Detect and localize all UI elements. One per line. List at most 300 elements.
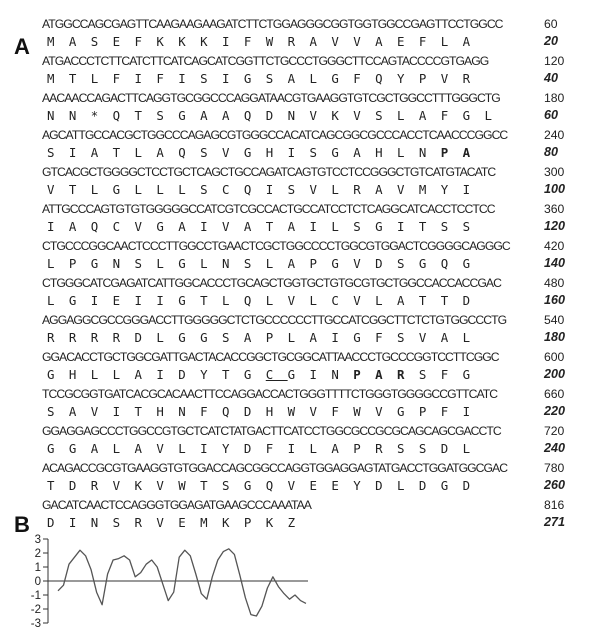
amino-acid-sequence: [47, 33, 485, 50]
residue: I: [222, 71, 244, 86]
residue: V: [287, 478, 310, 493]
residue: L: [309, 293, 332, 308]
amino-acid-position: 180: [544, 330, 566, 344]
residue: G: [178, 330, 201, 345]
sequence-block: [42, 238, 594, 275]
residue: D: [243, 441, 266, 456]
residue: S: [353, 219, 376, 234]
residue: K: [156, 34, 179, 49]
residue: F: [440, 367, 463, 382]
residue: D: [375, 478, 397, 493]
residue: I: [265, 182, 288, 197]
amino-acid-sequence: [47, 218, 485, 235]
sequence-block: [42, 423, 594, 460]
residue: I: [68, 515, 91, 530]
amino-acid-sequence: [47, 440, 485, 457]
residue: E: [112, 34, 135, 49]
residue: N: [112, 256, 135, 271]
hydropathy-plot: [0, 525, 330, 640]
sequence-block: [42, 312, 594, 349]
residue: L: [200, 256, 222, 271]
residue: D: [178, 367, 201, 382]
nucleotide-position: 300: [544, 165, 565, 179]
residue: V: [156, 478, 179, 493]
residue: V: [397, 182, 419, 197]
residue: G: [462, 367, 485, 382]
sequence-block: [42, 16, 594, 53]
residue: Q: [222, 404, 244, 419]
residue: M: [47, 34, 69, 49]
residue: V: [353, 108, 376, 123]
amino-acid-position: 160: [544, 293, 566, 307]
residue: L: [309, 71, 332, 86]
residue: P: [418, 404, 441, 419]
residue: G: [331, 256, 354, 271]
residue: L: [265, 256, 288, 271]
nucleotide-sequence: GGAGGAGCCCTGGCCGTGCTCATCTATGACTTCATCCTGGCGCCGCGCAGCAGCGACCTC: [42, 424, 501, 438]
residue: V: [440, 71, 463, 86]
residue: A: [243, 330, 266, 345]
residue: E: [309, 478, 332, 493]
y-tick-label: -1: [30, 590, 41, 602]
residue: V: [309, 182, 332, 197]
residue: R: [353, 182, 376, 197]
residue: V: [375, 404, 397, 419]
residue: N: [418, 145, 441, 160]
residue: L: [90, 71, 113, 86]
residue: G: [353, 330, 376, 345]
residue: L: [331, 182, 354, 197]
residue: P: [353, 441, 376, 456]
residue: I: [462, 182, 485, 197]
residue: A: [375, 182, 397, 197]
residue: I: [156, 367, 179, 382]
residue: K: [200, 34, 222, 49]
residue: D: [68, 478, 91, 493]
residue: Y: [353, 478, 376, 493]
residue: P: [243, 515, 266, 530]
residue: E: [178, 515, 201, 530]
amino-acid-position: 120: [544, 219, 566, 233]
residue: R: [47, 330, 69, 345]
sequence-block: [42, 53, 594, 90]
residue: Y: [440, 182, 463, 197]
residue: N: [47, 108, 69, 123]
residue: F: [112, 71, 135, 86]
residue: A: [68, 404, 91, 419]
residue: I: [331, 330, 354, 345]
residue: W: [287, 404, 310, 419]
nucleotide-position: 600: [544, 350, 565, 364]
npa-motif-residue: R: [397, 367, 419, 382]
residue: W: [178, 478, 201, 493]
residue: V: [112, 478, 135, 493]
residue: F: [353, 71, 376, 86]
residue: L: [484, 108, 507, 123]
residue: E: [112, 293, 135, 308]
nucleotide-sequence: AACAACCAGACTTCAGGTGCGGCCCAGGATAACGTGAAGGTGTCGCTGGCCTTTGGGCTG: [42, 91, 500, 105]
residue: G: [178, 293, 201, 308]
residue: Q: [375, 71, 397, 86]
residue: *: [90, 108, 113, 123]
hydropathy-trace: [58, 549, 306, 616]
residue: H: [265, 404, 288, 419]
residue: L: [90, 367, 113, 382]
residue: G: [112, 182, 135, 197]
nucleotide-position: 420: [544, 239, 565, 253]
amino-acid-sequence: [47, 477, 485, 494]
residue: S: [156, 108, 179, 123]
residue: T: [134, 404, 157, 419]
residue: L: [90, 182, 113, 197]
residue: Y: [397, 71, 419, 86]
nucleotide-position: 240: [544, 128, 565, 142]
residue: S: [265, 71, 288, 86]
nucleotide-position: 120: [544, 54, 565, 68]
residue: A: [287, 256, 310, 271]
sequence-block: [42, 349, 594, 386]
residue: K: [134, 478, 157, 493]
residue: A: [178, 219, 201, 234]
amino-acid-sequence: [47, 181, 485, 198]
amino-acid-position: 140: [544, 256, 566, 270]
sequence-block: [42, 275, 594, 312]
residue: F: [200, 404, 222, 419]
y-tick-label: -3: [30, 618, 41, 630]
amino-acid-position: 60: [544, 108, 559, 122]
residue: I: [309, 219, 332, 234]
residue: S: [397, 441, 419, 456]
nucleotide-sequence: GACATCAACTCCAGGGTGGAGATGAAGCCCAAATAA: [42, 498, 311, 512]
residue: L: [222, 293, 244, 308]
residue: I: [287, 145, 310, 160]
residue: A: [243, 219, 266, 234]
amino-acid-position: 220: [544, 404, 566, 418]
residue: P: [309, 256, 332, 271]
residue: F: [375, 330, 397, 345]
residue: K: [222, 515, 244, 530]
amino-acid-sequence: [47, 366, 485, 383]
residue: L: [397, 108, 419, 123]
y-tick-label: -2: [30, 604, 41, 616]
residue: L: [375, 293, 397, 308]
residue: P: [418, 71, 441, 86]
amino-acid-sequence: [47, 403, 485, 420]
nucleotide-sequence: ATTGCCCAGTGTGTGGGGGCCATCGTCGCCACTGCCATCCTCTCAGGCATCACCTCCTCC: [42, 202, 495, 216]
residue: G: [68, 293, 91, 308]
residue: S: [397, 256, 419, 271]
residue: M: [47, 71, 69, 86]
npa-motif-residue: A: [462, 145, 485, 160]
residue: G: [243, 71, 266, 86]
residue: T: [418, 293, 441, 308]
amino-acid-position: 271: [544, 515, 566, 529]
residue: G: [68, 441, 91, 456]
residue: S: [375, 108, 397, 123]
residue: V: [309, 404, 332, 419]
residue: V: [418, 330, 441, 345]
residue: L: [112, 441, 135, 456]
nucleotide-sequence: AGCATTGCCACGCTGGCCCAGAGCGTGGGCCACATCAGCGGCGCCCACCTCAACCCGGCC: [42, 128, 508, 142]
sequence-block: [42, 127, 594, 164]
residue: A: [200, 108, 222, 123]
residue: G: [178, 108, 201, 123]
residue: S: [200, 145, 222, 160]
residue: M: [418, 182, 441, 197]
residue: L: [331, 219, 354, 234]
residue: T: [112, 145, 135, 160]
residue: S: [309, 145, 332, 160]
nucleotide-position: 480: [544, 276, 565, 290]
residue: R: [375, 441, 397, 456]
residue: D: [47, 515, 69, 530]
residue: D: [418, 478, 441, 493]
residue: G: [418, 256, 441, 271]
residue: L: [462, 441, 485, 456]
amino-acid-sequence: [47, 70, 485, 87]
residue: R: [287, 34, 310, 49]
npa-motif-residue: A: [375, 367, 397, 382]
residue: L: [156, 182, 179, 197]
residue: Q: [178, 145, 201, 160]
underlined-residue: C: [265, 367, 288, 382]
residue: C: [222, 182, 244, 197]
nucleotide-position: 816: [544, 498, 565, 512]
residue: F: [265, 441, 288, 456]
residue: S: [418, 441, 441, 456]
residue: A: [375, 34, 397, 49]
residue: D: [243, 404, 266, 419]
residue: S: [462, 219, 485, 234]
residue: C: [331, 293, 354, 308]
residue: I: [462, 404, 485, 419]
residue: M: [200, 515, 222, 530]
nucleotide-sequence: TCCGCGGTGATCACGCACAACTTCCAGGACCACTGGGTTTTCTGGGTGGGGCCGTTCATC: [42, 387, 498, 401]
residue: V: [353, 256, 376, 271]
amino-acid-position: 20: [544, 34, 559, 48]
residue: S: [112, 515, 135, 530]
residue: A: [440, 330, 463, 345]
residue: G: [243, 367, 266, 382]
residue: L: [134, 145, 157, 160]
nucleotide-sequence: ATGACCCTCTTCATCTTCATCAGCATCGGTTCTGCCCTGGGCTTCCAGTACCCCGTGAGG: [42, 54, 489, 68]
residue: L: [265, 293, 288, 308]
nucleotide-position: 780: [544, 461, 565, 475]
residue: S: [243, 256, 266, 271]
residue: L: [156, 256, 179, 271]
residue: T: [440, 293, 463, 308]
residue: G: [156, 219, 179, 234]
residue: T: [200, 293, 222, 308]
residue: I: [112, 404, 135, 419]
residue: T: [47, 478, 69, 493]
residue: S: [200, 71, 222, 86]
residue: L: [112, 367, 135, 382]
residue: N: [331, 367, 354, 382]
residue: N: [287, 108, 310, 123]
residue: Y: [200, 367, 222, 382]
residue: A: [287, 219, 310, 234]
residue: G: [287, 367, 310, 382]
amino-acid-position: 200: [544, 367, 566, 381]
residue: S: [222, 478, 244, 493]
residue: K: [331, 108, 354, 123]
nucleotide-sequence: GTCACGCTGGGGCTCCTGCTCAGCTGCCAGATCAGTGTCCTCCGGGCTGTCATGTACATC: [42, 165, 496, 179]
residue: R: [68, 330, 91, 345]
residue: R: [90, 478, 113, 493]
sequence-block: [42, 460, 594, 497]
residue: I: [68, 145, 91, 160]
residue: S: [90, 34, 113, 49]
residue: F: [156, 71, 179, 86]
hydropathy-plot-panel: [0, 525, 330, 640]
residue: A: [156, 145, 179, 160]
residue: S: [440, 219, 463, 234]
residue: S: [134, 256, 157, 271]
sequence-block: [42, 386, 594, 423]
residue: G: [200, 330, 222, 345]
residue: V: [331, 34, 354, 49]
residue: A: [90, 441, 113, 456]
residue: D: [134, 330, 157, 345]
residue: C: [112, 219, 135, 234]
residue: A: [462, 34, 485, 49]
residue: T: [418, 219, 441, 234]
residue: V: [134, 219, 157, 234]
nucleotide-sequence: GGACACCTGCTGGCGATTGACTACACCGGCTGCGGCATTAACCCTGCCCGGTCCTTCGGC: [42, 350, 499, 364]
sequence-block: [42, 201, 594, 238]
sequence-block: [42, 90, 594, 127]
residue: G: [331, 145, 354, 160]
residue: T: [222, 367, 244, 382]
nucleotide-position: 540: [544, 313, 565, 327]
residue: L: [440, 34, 463, 49]
nucleotide-sequence: CTGCCCGGCAACTCCCTTGGCCTGAACTCGCTGGCCCCTGGCGTGGACTCGGGGCAGGGC: [42, 239, 510, 253]
residue: D: [462, 478, 485, 493]
npa-motif-residue: P: [440, 145, 463, 160]
residue: A: [222, 108, 244, 123]
nucleotide-position: 660: [544, 387, 565, 401]
residue: R: [90, 330, 113, 345]
residue: N: [178, 404, 201, 419]
nucleotide-position: 720: [544, 424, 565, 438]
residue: I: [222, 34, 244, 49]
panel-b-label: B: [14, 512, 30, 537]
residue: L: [309, 441, 332, 456]
residue: I: [90, 293, 113, 308]
residue: F: [243, 34, 266, 49]
residue: A: [309, 330, 332, 345]
residue: A: [68, 34, 91, 49]
residue: I: [134, 293, 157, 308]
residue: V: [222, 145, 244, 160]
residue: G: [440, 478, 463, 493]
amino-acid-sequence: [47, 255, 485, 272]
residue: D: [440, 441, 463, 456]
residue: V: [353, 293, 376, 308]
residue: V: [309, 108, 332, 123]
residue: R: [134, 515, 157, 530]
residue: Q: [265, 478, 288, 493]
residue: K: [265, 515, 288, 530]
residue: H: [265, 145, 288, 160]
residue: A: [309, 34, 332, 49]
residue: I: [178, 71, 201, 86]
residue: I: [200, 219, 222, 234]
residue: R: [112, 330, 135, 345]
nucleotide-position: 180: [544, 91, 565, 105]
residue: F: [440, 404, 463, 419]
residue: I: [134, 71, 157, 86]
residue: T: [68, 182, 91, 197]
residue: S: [200, 182, 222, 197]
y-tick-label: 1: [34, 562, 41, 574]
nucleotide-position: 60: [544, 17, 558, 31]
residue: H: [156, 404, 179, 419]
amino-acid-position: 80: [544, 145, 559, 159]
residue: P: [265, 330, 288, 345]
residue: Q: [243, 182, 266, 197]
residue: N: [90, 515, 113, 530]
residue: Y: [222, 441, 244, 456]
residue: I: [156, 293, 179, 308]
y-tick-label: 0: [34, 576, 41, 588]
residue: F: [418, 34, 441, 49]
residue: Q: [243, 293, 266, 308]
residue: L: [156, 330, 179, 345]
residue: P: [68, 256, 91, 271]
residue: A: [134, 441, 157, 456]
residue: N: [68, 108, 91, 123]
residue: L: [397, 478, 419, 493]
residue: F: [331, 404, 354, 419]
residue: W: [353, 404, 376, 419]
residue: F: [134, 34, 157, 49]
residue: G: [375, 219, 397, 234]
residue: D: [375, 256, 397, 271]
residue: A: [397, 293, 419, 308]
residue: L: [47, 293, 69, 308]
residue: G: [90, 256, 113, 271]
residue: G: [47, 367, 69, 382]
residue: Q: [243, 108, 266, 123]
residue: A: [353, 145, 376, 160]
amino-acid-position: 40: [544, 71, 559, 85]
nucleotide-sequence: AGGAGGCGCCGGGACCTTGGGGGCTCTGCCCCCCTTGCCATCGGCTTCTCTGTGGCCCTG: [42, 313, 507, 327]
residue: A: [68, 219, 91, 234]
residue: G: [47, 441, 69, 456]
residue: G: [462, 256, 485, 271]
residue: A: [134, 367, 157, 382]
residue: W: [265, 34, 288, 49]
residue: S: [47, 404, 69, 419]
nucleotide-sequence: ATGGCCAGCGAGTTCAAGAAGAAGATCTTCTGGAGGGCGGTGGTGGCCGAGTTCCTGGCC: [42, 17, 503, 31]
residue: G: [243, 478, 266, 493]
sequence-block: [42, 164, 594, 201]
residue: T: [134, 108, 157, 123]
residue: I: [309, 367, 332, 382]
y-tick-label: 3: [34, 534, 41, 546]
residue: I: [200, 441, 222, 456]
residue: S: [47, 145, 69, 160]
residue: S: [418, 367, 441, 382]
residue: G: [331, 71, 354, 86]
nucleotide-position: 360: [544, 202, 565, 216]
residue: V: [222, 219, 244, 234]
residue: I: [287, 441, 310, 456]
residue: E: [331, 478, 354, 493]
residue: L: [178, 441, 201, 456]
